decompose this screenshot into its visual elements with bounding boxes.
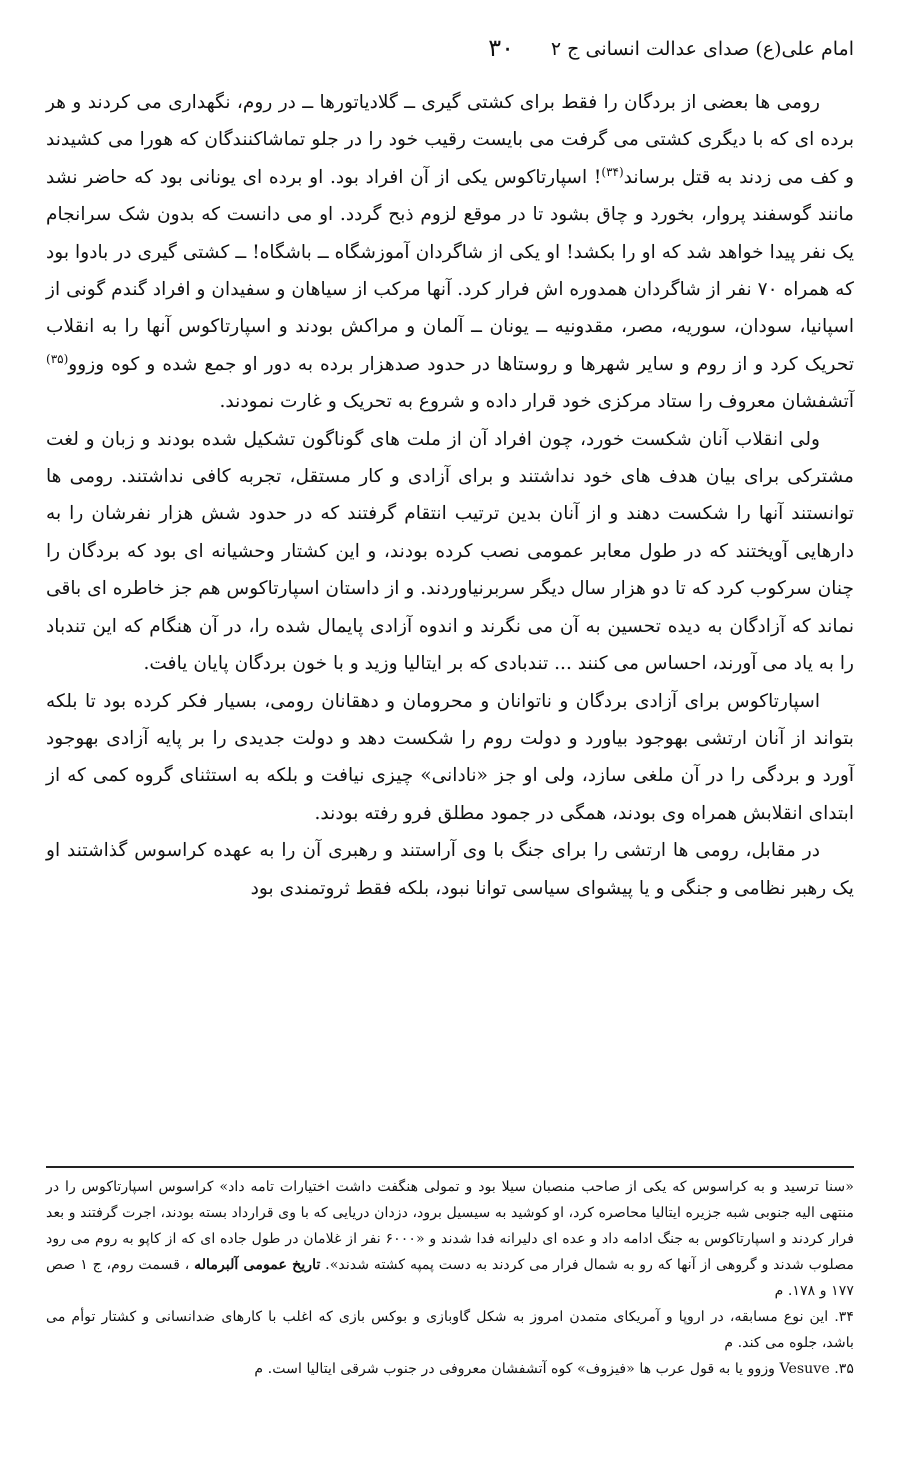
paragraph-4: در مقابل، رومی ها ارتشی را برای جنگ با وی آراستند و رهبری آن را به عهده کراسوس گذاشتند او یک رهبر نظامی و جنگی و یا پیشوای سیاسی توانا نبود، بلکه فقط ثروتمندی بود <box>46 840 854 899</box>
main-text <box>46 84 854 907</box>
footnote-continued <box>46 1174 854 1304</box>
paragraph-2: ولی انقلاب آنان شکست خورد، چون افراد آن از ملت های گوناگون تشکیل شده بودند و زبان و لغت مشترکی برای بیان هدف های خود نداشتند و برای آزادی و کار مستقل، تجربه کافی نداشتند. رومی ها توانستند آنها را شکست دهند و از آنان بدین ترتیب انتقام گرفتند که در حدود شش هزار نفرشان را به دارهایی آویختند که در طول معابر عمومی نصب کرده بودند، و این کشتار وحشیانه ای بود که بردگان را چنان سرکوب کرد که تا دو هزار سال دیگر سربرنیاوردند. و از داستان اسپارتاکوس هم جز خاطره ای باقی نماند که آزادگان به دیده تحسین به آن می نگرند و اندوه آزادی پایمال شده را، در آن هنگام که این تندباد را به یاد می آورند، احساس می کنند ... تندبادی که بر ایتالیا وزید و با خون بردگان پایان یافت. <box>46 428 854 675</box>
paragraph-3: اسپارتاکوس برای آزادی بردگان و ناتوانان و محرومان و دهقانان رومی، بسیار فکر کرده بود تا بلکه بتواند از آنان ارتشی بهوجود بیاورد و دولت روم را شکست دهد و دولت جدیدی را بر پایه آزادی بهوجود آورد و بردگی را در آن ملغی سازد، ولی او جز «نادانی» چیزی نیافت و بلکه به استثنای گروه کمی که از ابتدای انقلابش همراه وی بودند، همگی در جمود مطلق فرو رفته بودند. <box>46 690 854 824</box>
paragraph-1-part-b: ! اسپارتاکوس یکی از آن افراد بود. او برده ای یونانی بود که حاضر نشد مانند گوسفند پروار، بخورد و چاق بشود تا در موقع لزوم ذبح گردد. او می دانست که بدون شک سرانجام یک نفر پیدا خواهد شد که او را بکشد! او یکی از شاگردان آموزشگاه ــ باشگاه! ــ کشتی گیری در بادوا بود که همراه ۷۰ نفر از شاگردان همدوره اش فرار کرد. آنها مرکب از سیاهان و سفیدان و افراد گندم گونی از اسپانیا، سودان، سوریه، مصر، مقدونیه ــ یونان ــ آلمان و مراکش بودند و اسپارتاکوس آنها را به انقلاب تحریک کرد و از روم و سایر شهرها و روستاها در حدود صدهزار برده به دور او جمع شده و کوه وزوو <box>46 166 854 375</box>
paragraph-1-part-a: رومی ها بعضی از بردگان را فقط برای کشتی گیری ــ گلادیاتورها ــ در روم، نگهداری می کردند و هر برده ای که با دیگری کشتی می گرفت می بایست رقیب خود را در جلو تماشاکنندگان که هورا می کشیدند و کف می زدند به قتل برساند <box>46 92 855 188</box>
footnote-source-details: ، قسمت روم، ج ۱ صص ۱۷۷ و ۱۷۸. م <box>46 1257 854 1299</box>
footnote-ref-34: (۳۴) <box>601 164 624 179</box>
paragraph-1-part-c: آتشفشان معروف را ستاد مرکزی خود قرار داده و شروع به تحریک و غارت نمودند. <box>219 391 854 413</box>
page-header <box>46 34 854 68</box>
paragraph-1 <box>46 84 854 421</box>
footnote-divider <box>46 1166 854 1168</box>
footnote-source-title: تاریخ عمومی آلبرماله <box>194 1257 321 1273</box>
footnote-continued-text: «سنا ترسید و به کراسوس که یکی از صاحب منصبان سیلا بود و تمولی هنگفت داشت اختیارات تامه داد» کراسوس اسپارتاکوس را در منتهی الیه جنوبی شبه جزیره ایتالیا محاصره کرد، او کوشید به سیسیل برود، دزدان دریایی که با وی قرارداد بسته بودند، اجرت گرفتند و بعد فرار کردند و اسپارتاکوس به جنگ ادامه داد و عده ای دلیرانه فدا شدند و «۶۰۰۰ نفر از غلامان در طول جاده ای که از کاپو به روم می رود مصلوب شدند و گروهی از آنها که رو به شمال فرار می کردند به دست پمپه کشته شدند». <box>46 1179 854 1273</box>
page-number: ۳۰ <box>488 34 514 62</box>
footnotes <box>46 1174 854 1382</box>
footnote-35: ۳۵. Vesuve وزوو یا به قول عرب ها «فیزوف» کوه آتشفشان معروفی در جنوب شرقی ایتالیا است. م <box>254 1361 854 1377</box>
running-title: امام علی(ع) صدای عدالت انسانی ج ۲ <box>550 38 854 60</box>
footnote-34: ۳۴. این نوع مسابقه، در اروپا و آمریکای متمدن امروز به شکل گاوبازی و بوکس بازی که اغلب با کارهای ضدانسانی و کشتار توأم می باشد، جلوه می کند. م <box>46 1309 854 1351</box>
footnote-ref-35: (۳۵) <box>46 351 69 366</box>
